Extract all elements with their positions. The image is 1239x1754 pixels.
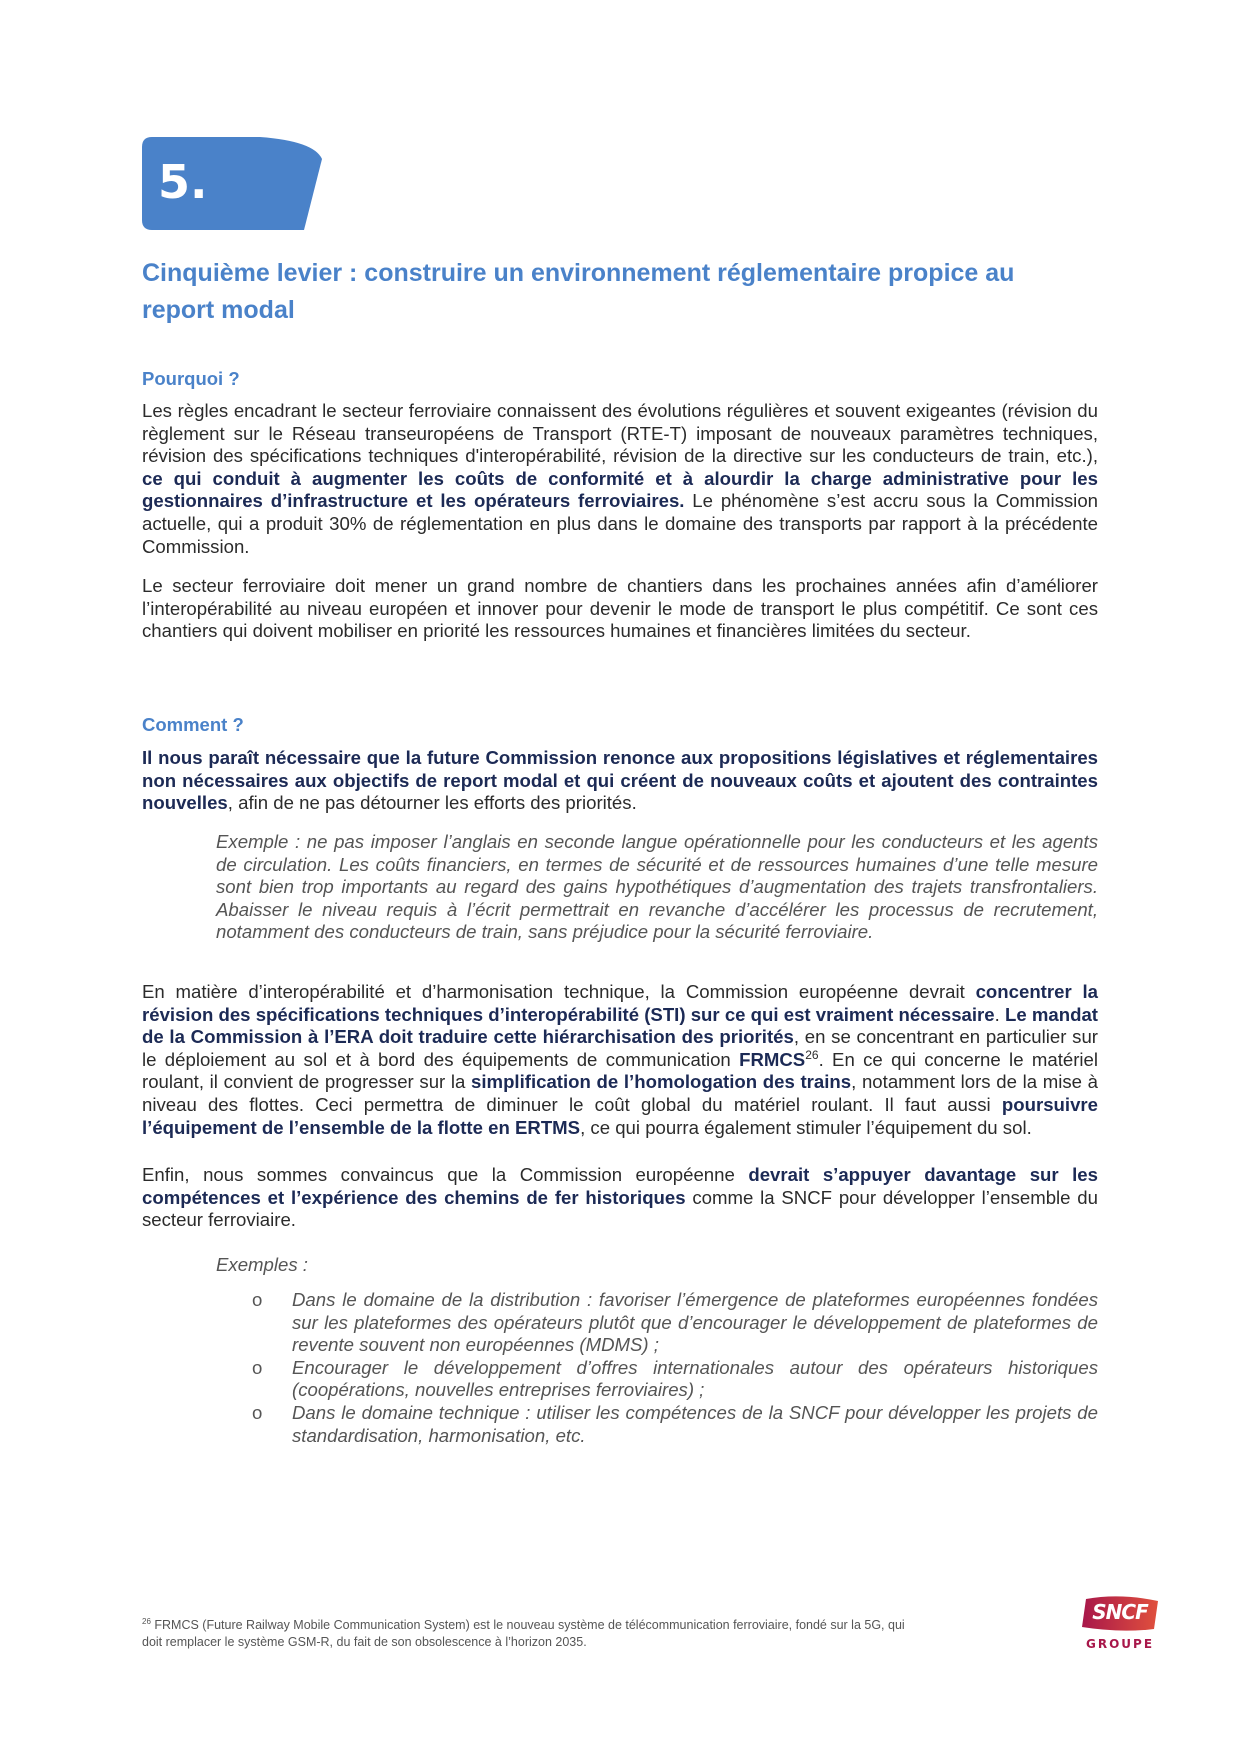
sncf-logo-mark — [1080, 1595, 1160, 1633]
how-heading: Comment ? — [142, 714, 244, 735]
bold-text: FRMCS — [739, 1048, 806, 1070]
examples-label: Exemples : — [216, 1254, 308, 1275]
how-paragraph-3: Enfin, nous sommes convaincus que la Commission européenne devrait s’appuyer davantage sur les compétences et l’expérience des chemins de fer historiques comme la SNCF pour développer l’ensemble du secteur ferroviaire. — [142, 1164, 1098, 1231]
bold-text: Le mandat de la Commission à l’ERA doit traduire cette hiérarchisation des priorités — [142, 1003, 1098, 1048]
page-title: Cinquième levier : construire un environnement réglementaire propice au report modal — [142, 259, 1015, 324]
logo-wordmark: SNCF — [1092, 1600, 1148, 1624]
bold-text: poursuivre l’équipement de l’ensemble de la flotte en ERTMS — [142, 1093, 1098, 1138]
examples-list — [252, 1289, 1098, 1447]
list-item: o Encourager le développement d’offres internationales autour des opérateurs historiques (coopérations, nouvelles entreprises ferroviaires) ; — [252, 1356, 1098, 1401]
bold-text: simplification de l’homologation des trains — [471, 1071, 852, 1093]
bold-text: devrait s’appuyer davantage sur les compétences et l’expérience des chemins de fer historiques — [142, 1164, 1098, 1208]
footnote: $^{26}$ FRMCS (Future Railway Mobile Communication System) est le nouveau système de télécommunication ferroviaire, fondé sur la 5G, qui doit remplacer le système GSM-R, du fait de son obsolescence à l’horizon 2035. — [142, 1617, 905, 1649]
bullet-marker: o — [252, 1356, 263, 1378]
why-paragraph-2: Le secteur ferroviaire doit mener un grand nombre de chantiers dans les prochaines années afin d’améliorer l’interopérabilité au niveau européen et innover pour devenir le mode de transport le plus compétitif. Ce sont ces chantiers qui doivent mobiliser en priorité les ressources humaines et financières limitées du secteur. — [142, 575, 1098, 642]
list-item: o Dans le domaine de la distribution : favoriser l’émergence de plateformes européennes fondées sur les plateformes des opérateurs plutôt que d’encourager le développement de plateformes de revente souvent non européennes (MDMS) ; — [252, 1289, 1098, 1356]
footnote-reference[interactable]: 26 — [805, 1047, 819, 1062]
why-paragraph-1: Les règles encadrant le secteur ferroviaire connaissent des évolutions régulières et souvent exigeantes (révision du règlement sur le Réseau transeuropéens de Transport (RTE-T) imposant de nouveaux paramètres techniques, révision des spécifications techniques d'interopérabilité, révision de la directive sur les conducteurs de train, etc.), ce qui conduit à augmenter les coûts de conformité et à alourdir la charge administrative pour les gestionnaires d’infrastructure et les opérateurs ferroviaires. Le phénomène s’est accru sous la Commission actuelle, qui a produit 30% de réglementation en plus dans le domaine des transports par rapport à la précédente Commission. — [142, 400, 1098, 557]
section-number: 5. — [158, 155, 208, 209]
bold-text: ce qui conduit à augmenter les coûts de conformité et à alourdir la charge administrative pour les gestionnaires d’infrastructure et les opérateurs ferroviaires. — [142, 467, 1098, 512]
footnote-number: 26 — [142, 1617, 151, 1626]
how-paragraph-1: Il nous paraît nécessaire que la future Commission renonce aux propositions législatives et réglementaires non nécessaires aux objectifs de report modal et qui créent de nouveaux coûts et ajoutent des contraintes nouvelles, afin de ne pas détourner les efforts des priorités. — [142, 747, 1098, 814]
bold-text: concentrer la révision des spécifications techniques d’interopérabilité (STI) sur ce qui est vraiment nécessaire — [142, 981, 1098, 1025]
how-paragraph-2: En matière d’interopérabilité et d’harmonisation technique, la Commission européenne devrait concentrer la révision des spécifications techniques d’interopérabilité (STI) sur ce qui est vraiment nécessaire. Le mandat de la Commission à l’ERA doit traduire cette hiérarchisation des priorités, en se concentrant en particulier sur le déploiement au sol et à bord des équipements de communication FRMCS$^{26}$. En ce qui concerne le matériel roulant, il convient de progresser sur la simplification de l’homologation des trains, notamment lors de la mise à niveau des flottes. Ceci permettra de diminuer le coût global du matériel roulant. Il faut aussi poursuivre l’équipement de l’ensemble de la flotte en ERTMS, ce qui pourra également stimuler l’équipement du sol. — [142, 981, 1099, 1138]
example-english-language: Exemple : ne pas imposer l’anglais en seconde langue opérationnelle pour les conducteurs et les agents de circulation. Les coûts financiers, en termes de sécurité et de ressources humaines d’une telle mesure sont bien trop importants au regard des gains hypothétiques d’augmentation des trajets transfrontaliers. Abaisser le niveau requis à l’écrit permettrait en revanche d’accélérer les processus de recrutement, notamment des conducteurs de train, sans préjudice pour la sécurité ferroviaire. — [216, 831, 1098, 943]
why-heading: Pourquoi ? — [142, 368, 240, 389]
logo-group-label: GROUPE — [1085, 1637, 1155, 1651]
list-item: o Dans le domaine technique : utiliser les compétences de la SNCF pour développer les projets de standardisation, harmonisation, etc. — [252, 1401, 1098, 1446]
bold-text: Il nous paraît nécessaire que la future Commission renonce aux propositions législatives et réglementaires non nécessaires aux objectifs de report modal et qui créent de nouveaux coûts et ajoutent des contraintes nouvelles — [142, 747, 1098, 814]
sncf-groupe-logo — [1080, 1595, 1160, 1651]
bullet-marker: o — [252, 1401, 263, 1423]
section-number-badge — [142, 137, 322, 230]
bullet-marker: o — [252, 1289, 263, 1310]
